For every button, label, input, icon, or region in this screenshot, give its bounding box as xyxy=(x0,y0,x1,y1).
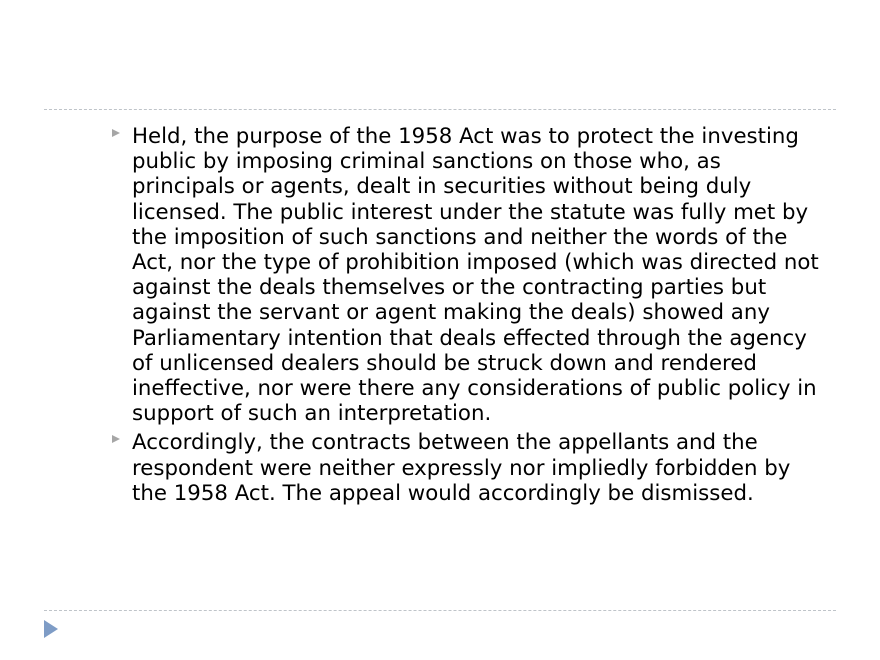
slide-body xyxy=(110,124,822,510)
next-slide-arrow-icon[interactable] xyxy=(42,618,60,640)
bullet-item xyxy=(110,124,822,426)
bullet-text: Accordingly, the contracts between the appellants and the respondent were neither expressly nor impliedly forbidden by the 1958 Act. The appeal would accordingly be dismissed. xyxy=(132,430,791,506)
bullet-item xyxy=(110,430,822,506)
triangle-bullet-icon xyxy=(111,434,121,444)
bullet-text: Held, the purpose of the 1958 Act was to protect the investing public by imposing criminal sanctions on those who, as principals or agents, dealt in securities without being duly licensed. The public interest under the statute was fully met by the imposition of such sanctions and neither the words of the Act, nor the type of prohibition imposed (which was directed not against the deals themselves or the contracting parties but against the servant or agent making the deals) showed any Parliamentary intention that deals effected through the agency of unlicensed dealers should be struck down and rendered ineffective, nor were there any considerations of public policy in support of such an interpretation. xyxy=(132,124,819,427)
bottom-divider xyxy=(44,610,836,611)
triangle-bullet-icon xyxy=(111,128,121,138)
top-divider xyxy=(44,109,836,110)
